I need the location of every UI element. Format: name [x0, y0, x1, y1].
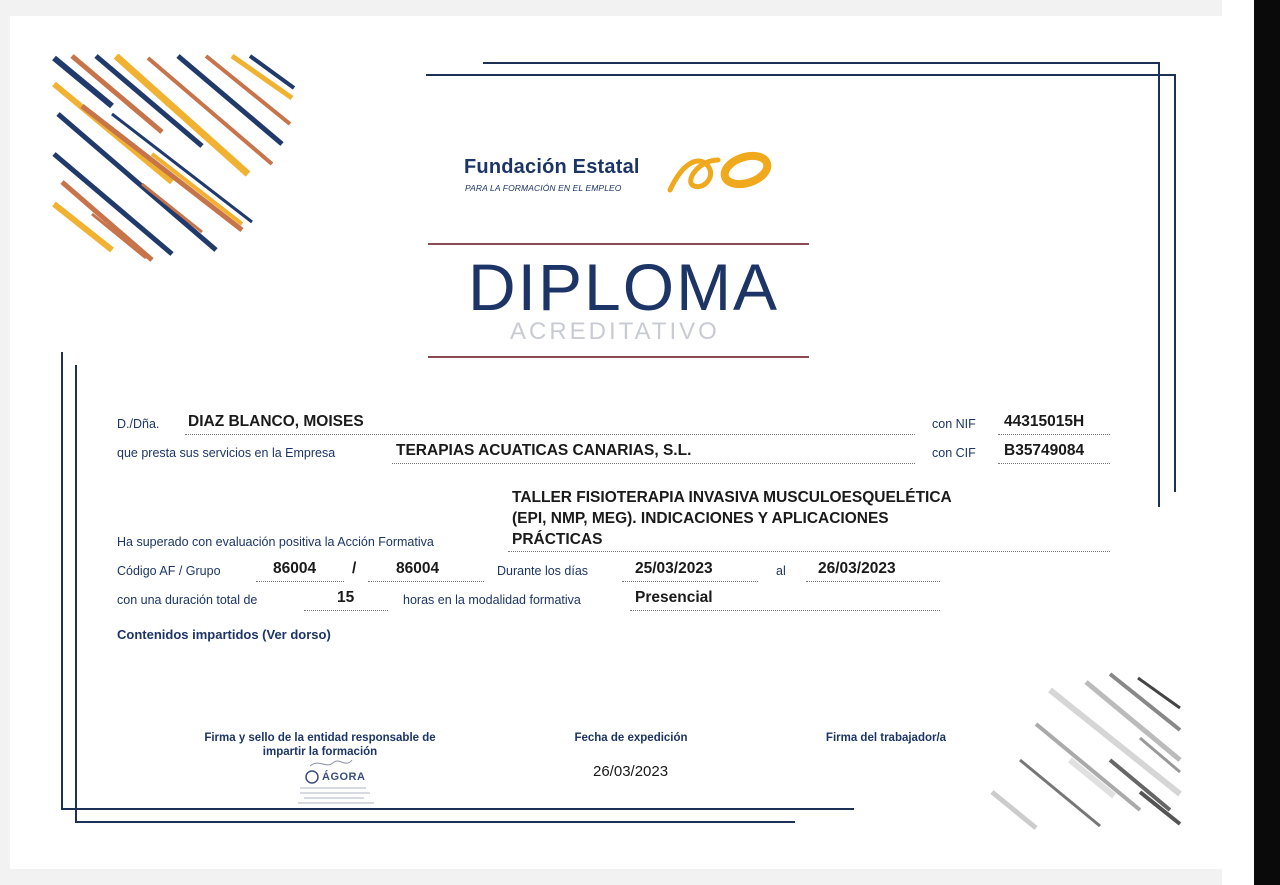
cif-value: B35749084: [1004, 442, 1085, 459]
company-name-underline: [392, 463, 915, 464]
holder-label: D./Dña.: [117, 417, 160, 431]
duration-underline: [304, 610, 388, 611]
worker-signature-label: Firma del trabajador/a: [825, 732, 947, 744]
action-title-line: PRÁCTICAS: [512, 531, 603, 548]
af-code-underline: [256, 581, 344, 582]
frame-top-line-inner: [483, 62, 1158, 64]
code-separator: /: [352, 560, 357, 577]
cif-label: con CIF: [932, 446, 976, 460]
holder-name: DIAZ BLANCO, MOISES: [188, 413, 364, 430]
start-date-underline: [622, 581, 758, 582]
group-code-underline: [368, 581, 484, 582]
title-top-rule: [428, 243, 809, 245]
action-underline: [508, 551, 1110, 552]
nif-underline: [998, 434, 1110, 435]
entity-stamp: [286, 756, 382, 806]
action-title: [512, 487, 1092, 550]
start-date: 25/03/2023: [635, 560, 713, 577]
action-title-line: TALLER FISIOTERAPIA INVASIVA MUSCULOESQUELÉTICA: [512, 489, 952, 506]
decorative-stripes-top-left: [52, 54, 297, 266]
entity-signature-label: [176, 731, 464, 759]
frame-top-line-outer: [426, 74, 1176, 76]
holder-name-underline: [185, 434, 915, 435]
action-label: Ha superado con evaluación positiva la Acción Formativa: [117, 535, 434, 549]
infinity-logo-icon: [664, 146, 776, 196]
title-bottom-rule: [428, 356, 809, 358]
issue-date-label: Fecha de expedición: [574, 732, 688, 744]
frame-right-line-outer: [1174, 74, 1176, 492]
organization-tagline: PARA LA FORMACIÓN EN EL EMPLEO: [465, 183, 622, 193]
group-code: 86004: [396, 560, 440, 577]
cif-underline: [998, 463, 1110, 464]
action-title-line: (EPI, NMP, MEG). INDICACIONES Y APLICACIONES: [512, 510, 889, 527]
diploma-subtitle: ACREDITATIVO: [510, 318, 720, 345]
issue-date: 26/03/2023: [593, 763, 669, 780]
codes-label: Código AF / Grupo: [117, 564, 221, 578]
company-name: TERAPIAS ACUATICAS CANARIAS, S.L.: [396, 442, 692, 459]
duration-label: con una duración total de: [117, 593, 258, 607]
company-label: que presta sus servicios en la Empresa: [117, 446, 336, 460]
entity-signature-label-line: Firma y sello de la entidad responsable de: [204, 732, 436, 744]
contents-note: Contenidos impartidos (Ver dorso): [117, 627, 331, 642]
entity-signature-label-line: impartir la formación: [262, 746, 378, 758]
modality-label: horas en la modalidad formativa: [403, 593, 581, 607]
viewer-edge: [1254, 0, 1280, 885]
frame-left-line-inner: [61, 352, 63, 810]
frame-left-line-outer: [75, 365, 77, 821]
frame-bottom-line-outer: [75, 821, 795, 823]
organization-name: Fundación Estatal: [464, 156, 640, 178]
modality-value: Presencial: [635, 589, 713, 606]
to-label: al: [776, 564, 786, 578]
nif-value: 44315015H: [1004, 413, 1085, 430]
stamp-text: ÁGORA: [322, 771, 366, 783]
modality-underline: [630, 610, 940, 611]
decorative-stripes-bottom-right: [990, 664, 1182, 830]
end-date-underline: [806, 581, 940, 582]
days-label: Durante los días: [497, 564, 589, 578]
frame-right-line-inner: [1158, 62, 1160, 507]
af-code: 86004: [273, 560, 317, 577]
diploma-title: DIPLOMA: [468, 250, 780, 324]
end-date: 26/03/2023: [818, 560, 896, 577]
frame-bottom-line-inner: [61, 808, 854, 810]
duration-hours: 15: [337, 589, 355, 606]
nif-label: con NIF: [932, 417, 976, 431]
